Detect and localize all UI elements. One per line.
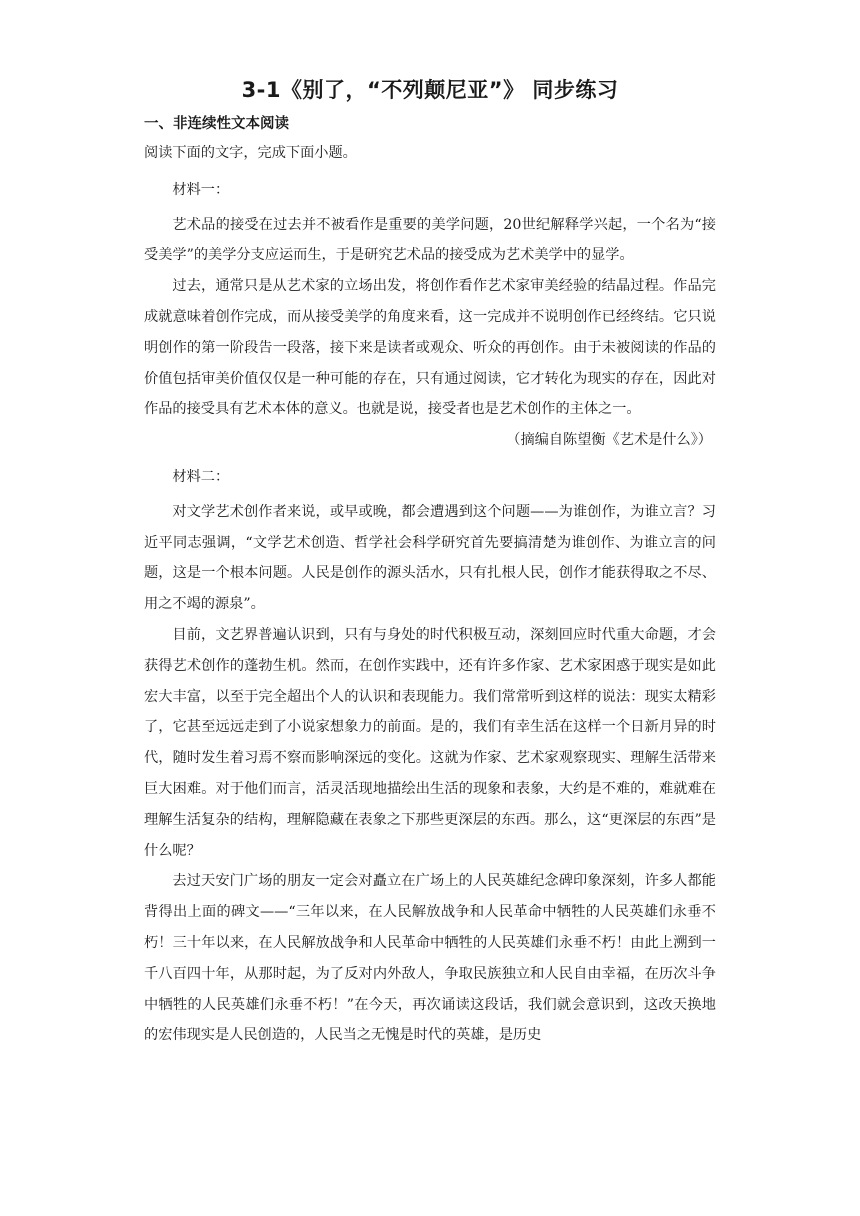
section-heading: 一、非连续性文本阅读	[144, 116, 289, 132]
material-one-label: 材料一：	[172, 181, 230, 198]
material-two-label: 材料二：	[172, 468, 230, 485]
material-one-paragraph: 艺术品的接受在过去并不被看作是重要的美学问题，20世纪解释学兴起，一个名为“接受美学”的美学分支应运而生，于是研究艺术品的接受成为艺术美学中的显学。	[144, 216, 716, 264]
material-one-paragraph: 过去，通常只是从艺术家的立场出发，将创作看作艺术家审美经验的结晶过程。作品完成就意味着创作完成，而从接受美学的角度来看，这一完成并不说明创作已经终结。它只说明创作的第一阶段告一段落，接下来是读者或观众、听众的再创作。由于未被阅读的作品的价值包括审美价值仅仅是一种可能的存在，只有通过阅读，它才转化为现实的存在，因此对作品的接受具有艺术本体的意义。也就是说，接受者也是艺术创作的主体之一。	[144, 278, 716, 418]
material-one-source: （摘编自陈望衡《艺术是什么》）	[506, 432, 712, 449]
material-two-paragraph: 目前，文艺界普遍认识到，只有与身处的时代积极互动，深刻回应时代重大命题，才会获得艺术创作的蓬勃生机。然而，在创作实践中，还有许多作家、艺术家困惑于现实是如此宏大丰富，以至于完全超出个人的认识和表现能力。我们常常听到这样的说法：现实太精彩了，它甚至远远走到了小说家想象力的前面。是的，我们有幸生活在这样一个日新月异的时代，随时发生着习焉不察而影响深远的变化。这就为作家、艺术家观察现实、理解生活带来巨大困难。对于他们而言，活灵活现地描绘出生活的现象和表象，大约是不难的，难就难在理解生活复杂的结构，理解隐藏在表象之下那些更深层的东西。那么，这“更深层的东西”是什么呢？	[144, 626, 716, 859]
instruction-text: 阅读下面的文字，完成下面小题。	[144, 145, 357, 161]
material-two-paragraph: 对文学艺术创作者来说，或早或晚，都会遭遇到这个问题——为谁创作，为谁立言？习近平同志强调，“文学艺术创造、哲学社会科学研究首先要搞清楚为谁创作、为谁立言的问题，这是一个根本问题。人民是创作的源头活水，只有扎根人民，创作才能获得取之不尽、用之不竭的源泉”。	[144, 503, 716, 613]
reading-content	[144, 138, 716, 1051]
material-two-paragraph: 去过天安门广场的朋友一定会对矗立在广场上的人民英雄纪念碑印象深刻，许多人都能背得出上面的碑文——“三年以来，在人民解放战争和人民革命中牺牲的人民英雄们永垂不朽！三十年以来，在人民解放战争和人民革命中牺牲的人民英雄们永垂不朽！由此上溯到一千八百四十年，从那时起，为了反对内外敌人，争取民族独立和人民自由幸福，在历次斗争中牺牲的人民英雄们永垂不朽！”在今天，再次诵读这段话，我们就会意识到，这改天换地的宏伟现实是人民创造的，人民当之无愧是时代的英雄，是历史	[144, 873, 716, 1044]
page-title: 3-1《别了，“不列颠尼亚”》 同步练习	[241, 78, 619, 102]
